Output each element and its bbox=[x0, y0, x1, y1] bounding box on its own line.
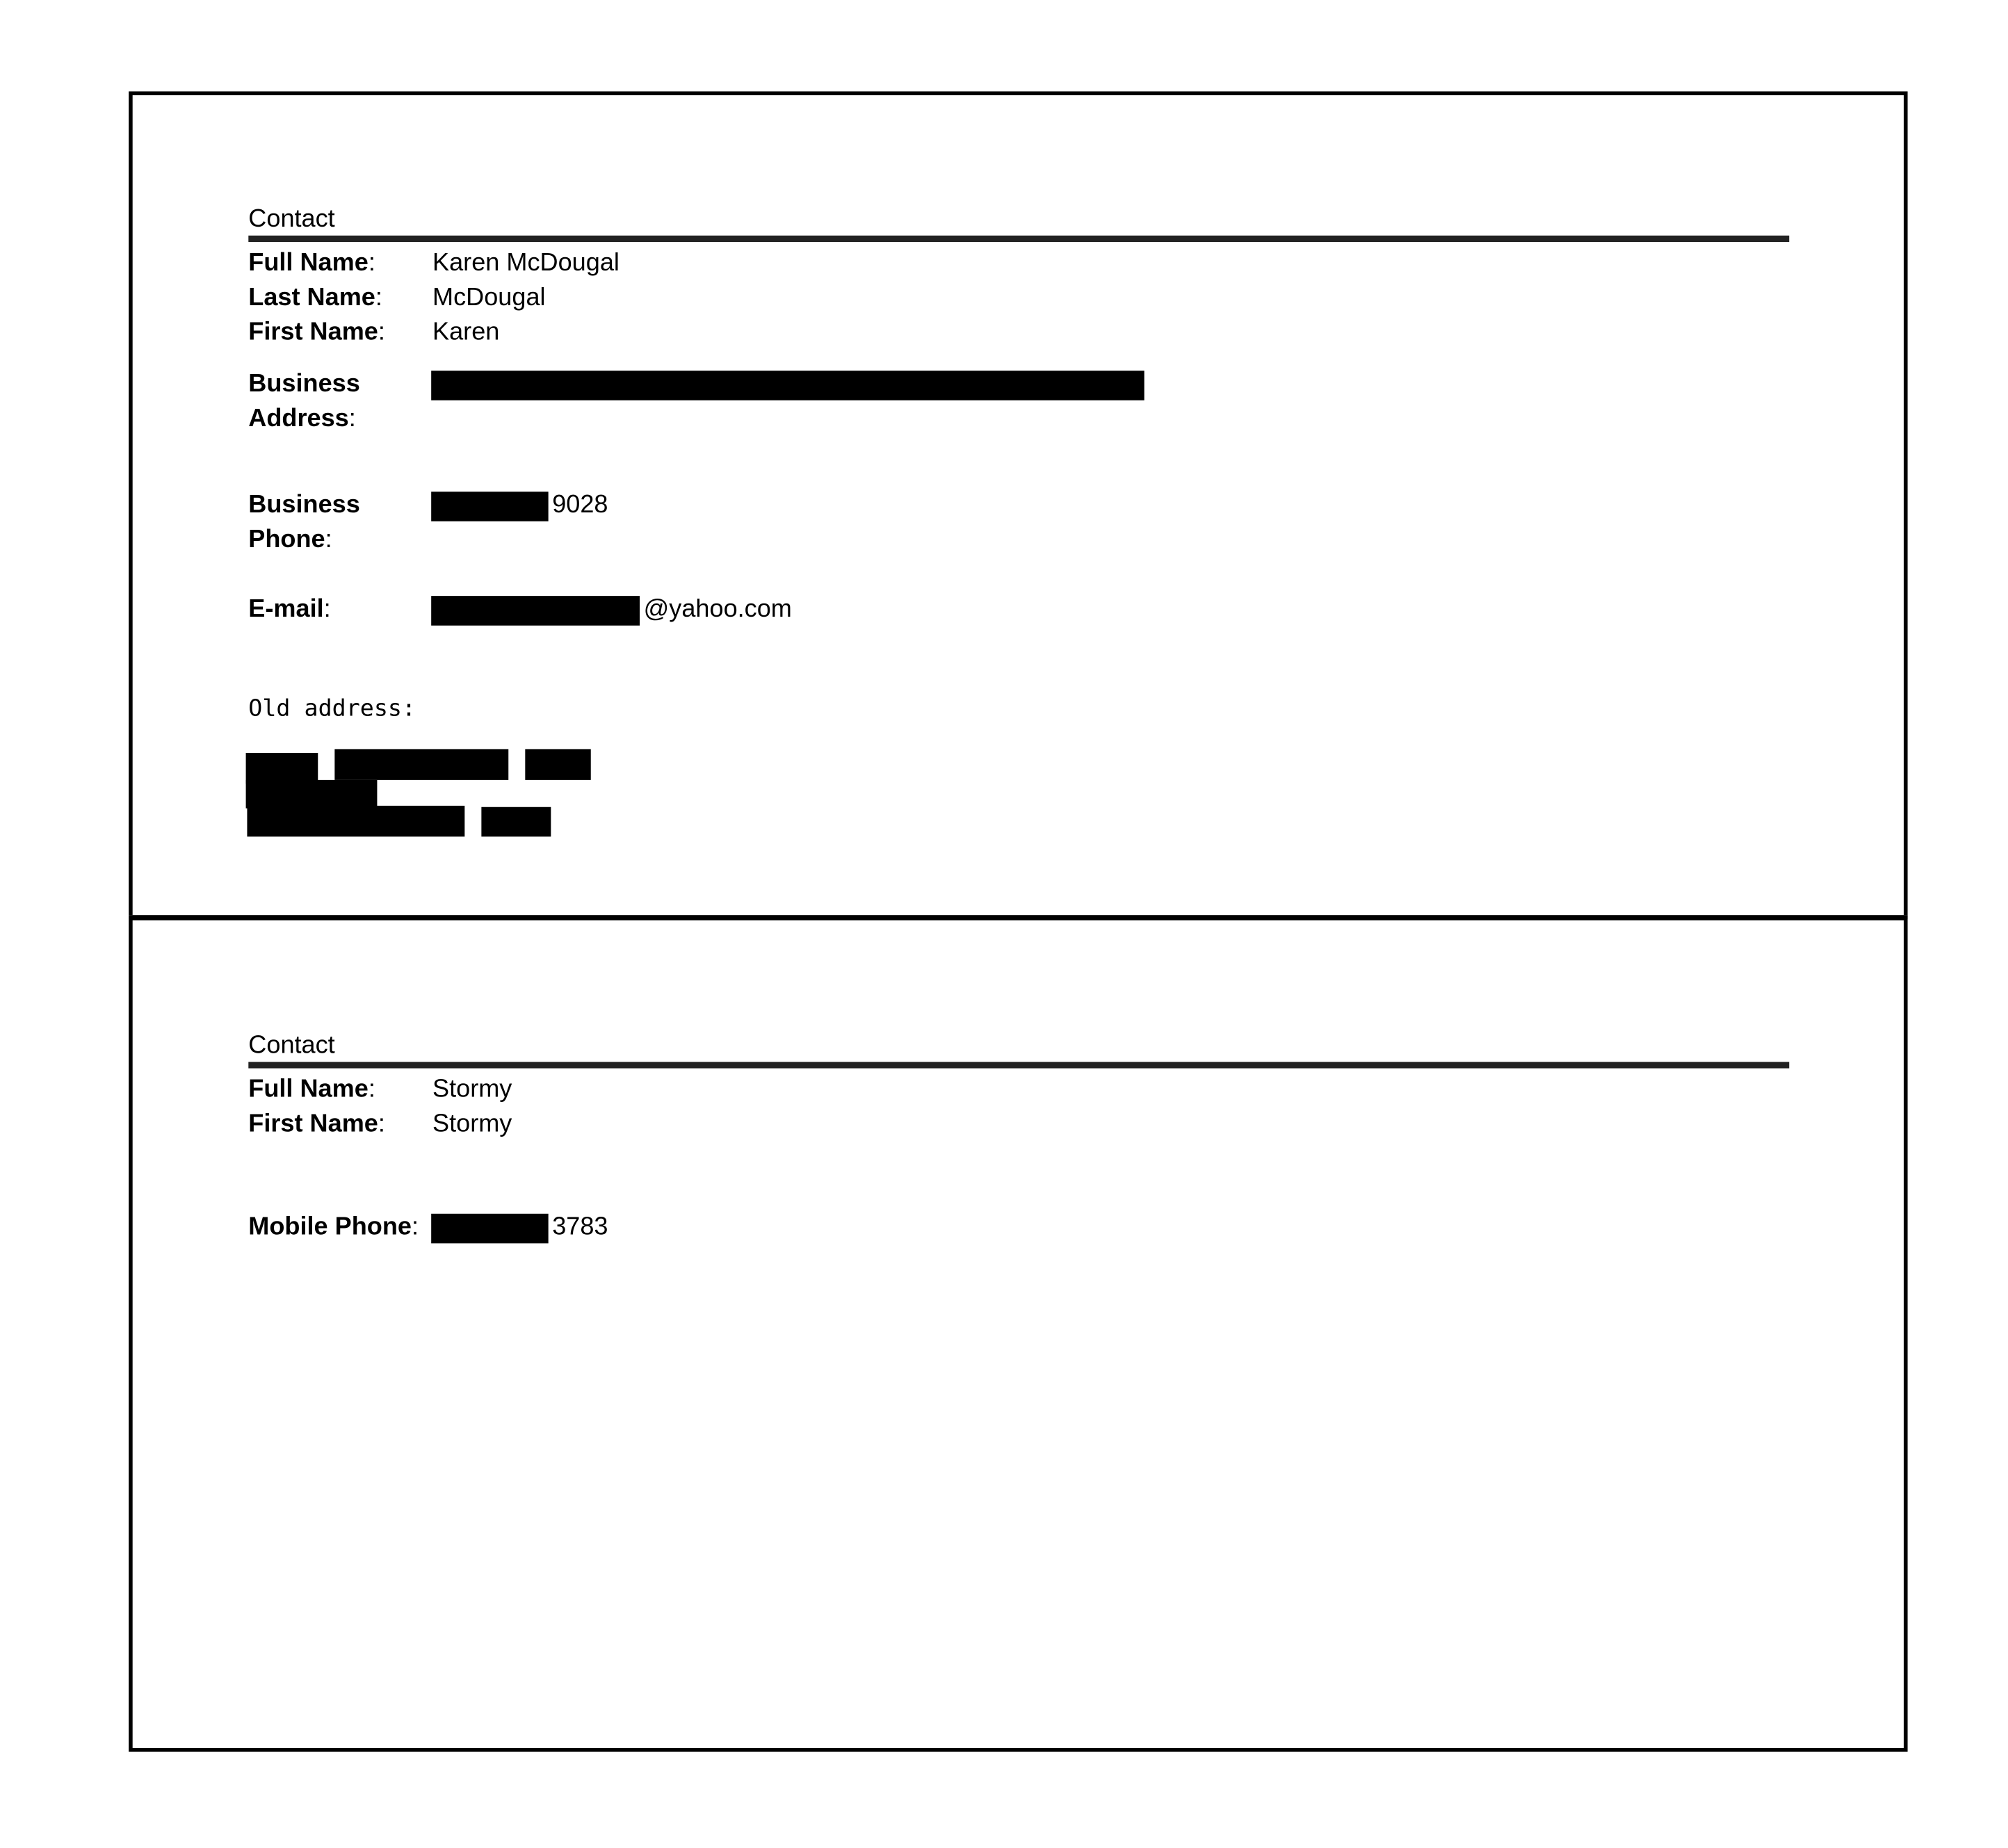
business-phone-label-line1: Business bbox=[248, 490, 360, 519]
old-address-label: Old address: bbox=[248, 695, 416, 722]
mobile-phone-label: Mobile Phone: bbox=[248, 1212, 419, 1241]
redaction-bar bbox=[431, 371, 1144, 400]
first-name-value: Stormy bbox=[432, 1109, 512, 1138]
redaction-block bbox=[525, 749, 590, 779]
email-suffix: @yahoo.com bbox=[643, 594, 792, 624]
contact-card-1 bbox=[129, 91, 1907, 918]
contact-card-2 bbox=[129, 915, 1907, 1751]
header-rule bbox=[248, 1062, 1789, 1068]
redaction-bar bbox=[431, 492, 548, 521]
last-name-label: Last Name: bbox=[248, 283, 382, 312]
first-name-value: Karen bbox=[432, 318, 500, 346]
business-address-label-line1: Business bbox=[248, 369, 360, 398]
mobile-phone-suffix: 3783 bbox=[552, 1212, 608, 1241]
full-name-label: Full Name: bbox=[248, 1074, 375, 1103]
business-phone-label-line2: Phone: bbox=[248, 525, 332, 554]
business-phone-suffix: 9028 bbox=[552, 490, 608, 519]
first-name-label: First Name: bbox=[248, 1109, 385, 1138]
redaction-bar bbox=[431, 1214, 548, 1244]
first-name-label: First Name: bbox=[248, 318, 385, 346]
contact-header: Contact bbox=[248, 1030, 335, 1060]
contact-header: Contact bbox=[248, 204, 335, 234]
redaction-block bbox=[334, 749, 508, 779]
business-address-label-line2: Address: bbox=[248, 404, 356, 433]
full-name-value: Karen McDougal bbox=[432, 248, 620, 277]
redaction-block bbox=[246, 780, 378, 809]
full-name-label: Full Name: bbox=[248, 248, 375, 277]
redaction-bar bbox=[431, 596, 640, 626]
header-rule bbox=[248, 236, 1789, 242]
last-name-value: McDougal bbox=[432, 283, 546, 312]
email-label: E-mail: bbox=[248, 594, 331, 624]
redaction-block bbox=[246, 753, 318, 784]
redaction-block bbox=[247, 806, 464, 836]
full-name-value: Stormy bbox=[432, 1074, 512, 1103]
redaction-block bbox=[481, 807, 551, 837]
